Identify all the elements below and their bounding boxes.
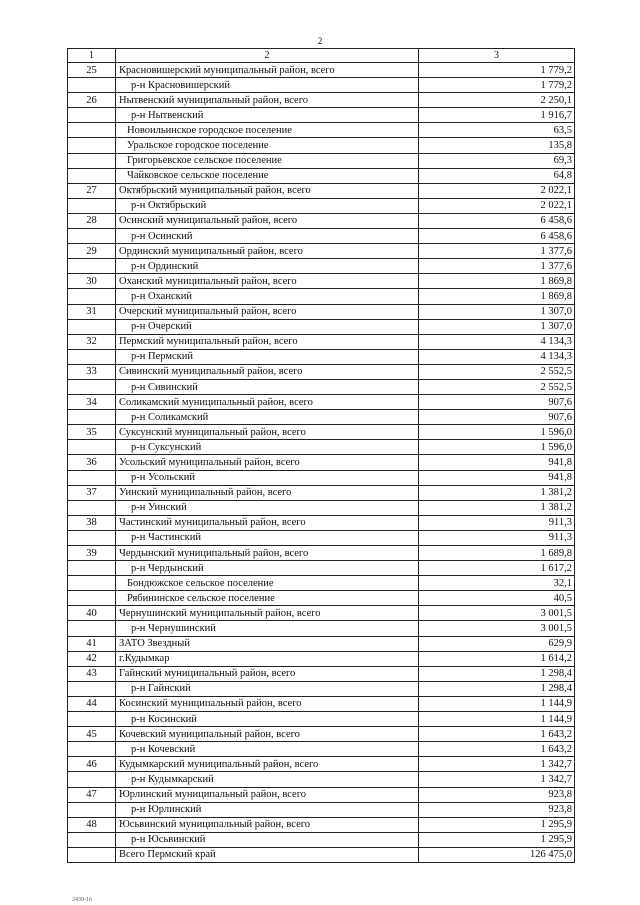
territory-name: Косинский муниципальный район, всего	[119, 698, 302, 710]
territory-name: Красновишерский муниципальный район, всего	[119, 64, 335, 76]
row-number: 25	[68, 63, 116, 78]
territory-name: Чернушинский муниципальный район, всего	[119, 607, 321, 619]
document-code: 2439-16	[72, 897, 92, 903]
amount-value: 3 001,5	[419, 606, 575, 621]
territory-name: р-н Соликамский	[131, 411, 209, 423]
territory-name-cell	[116, 651, 419, 666]
amount-value: 907,6	[419, 410, 575, 425]
amount-value: 1 916,7	[419, 108, 575, 123]
row-number	[68, 78, 116, 93]
row-number: 27	[68, 183, 116, 198]
territory-name: р-н Ординский	[131, 260, 199, 272]
amount-value: 32,1	[419, 576, 575, 591]
table-row	[68, 153, 575, 168]
amount-value: 629,9	[419, 636, 575, 651]
row-number: 30	[68, 274, 116, 289]
amount-value: 1 144,9	[419, 696, 575, 711]
table-row	[68, 546, 575, 561]
table-row	[68, 244, 575, 259]
amount-value: 1 689,8	[419, 546, 575, 561]
amount-value: 3 001,5	[419, 621, 575, 636]
territory-name-cell	[116, 742, 419, 757]
amount-value: 2 022,1	[419, 183, 575, 198]
table-row	[68, 63, 575, 78]
territory-name: Пермский муниципальный район, всего	[119, 336, 298, 348]
territory-name-cell	[116, 425, 419, 440]
table-row	[68, 425, 575, 440]
territory-name-cell	[116, 696, 419, 711]
table-row	[68, 696, 575, 711]
territory-name: р-н Гайнский	[131, 683, 191, 695]
territory-name: Чердынский муниципальный район, всего	[119, 547, 309, 559]
row-number	[68, 349, 116, 364]
amount-value: 1 869,8	[419, 289, 575, 304]
territory-name: Уральское городское поселение	[127, 140, 269, 152]
amount-value: 1 377,6	[419, 244, 575, 259]
amount-value: 1 614,2	[419, 651, 575, 666]
budget-distribution-table	[67, 48, 575, 863]
row-number	[68, 138, 116, 153]
table-row	[68, 78, 575, 93]
territory-name-cell	[116, 244, 419, 259]
territory-name-cell	[116, 757, 419, 772]
territory-name-cell	[116, 621, 419, 636]
territory-name-cell	[116, 93, 419, 108]
table-row	[68, 259, 575, 274]
territory-name-cell	[116, 515, 419, 530]
table-row	[68, 229, 575, 244]
row-number: 40	[68, 606, 116, 621]
territory-name-cell	[116, 606, 419, 621]
amount-value: 1 298,4	[419, 681, 575, 696]
table-row	[68, 636, 575, 651]
territory-name: р-н Очерский	[131, 321, 192, 333]
amount-value: 4 134,3	[419, 334, 575, 349]
column-header-value: 3	[419, 49, 575, 63]
table-row	[68, 395, 575, 410]
territory-name-cell	[116, 500, 419, 515]
amount-value: 923,8	[419, 802, 575, 817]
territory-name-cell	[116, 485, 419, 500]
row-number: 29	[68, 244, 116, 259]
amount-value: 2 552,5	[419, 379, 575, 394]
row-number	[68, 576, 116, 591]
territory-name: Усольский муниципальный район, всего	[119, 456, 300, 468]
table-header-row	[68, 49, 575, 63]
row-number: 31	[68, 304, 116, 319]
territory-name-cell	[116, 153, 419, 168]
amount-value: 1 381,2	[419, 485, 575, 500]
table-row	[68, 666, 575, 681]
territory-name-cell	[116, 561, 419, 576]
row-number	[68, 742, 116, 757]
row-number	[68, 500, 116, 515]
territory-name: Соликамский муниципальный район, всего	[119, 396, 313, 408]
row-number: 39	[68, 546, 116, 561]
territory-name: Бондюжское сельское поселение	[127, 577, 274, 589]
table-row	[68, 787, 575, 802]
territory-name-cell	[116, 213, 419, 228]
amount-value: 1 596,0	[419, 425, 575, 440]
amount-value: 1 377,6	[419, 259, 575, 274]
territory-name: Частинский муниципальный район, всего	[119, 517, 306, 529]
column-header-name: 2	[116, 49, 419, 63]
territory-name: р-н Кочевский	[131, 743, 196, 755]
table-row	[68, 183, 575, 198]
territory-name-cell	[116, 259, 419, 274]
table-row	[68, 364, 575, 379]
territory-name-cell	[116, 576, 419, 591]
amount-value: 941,8	[419, 455, 575, 470]
table-row	[68, 455, 575, 470]
amount-value: 63,5	[419, 123, 575, 138]
column-header-number: 1	[68, 49, 116, 63]
table-row	[68, 93, 575, 108]
table-row	[68, 621, 575, 636]
table-row	[68, 802, 575, 817]
row-number	[68, 847, 116, 862]
amount-value: 69,3	[419, 153, 575, 168]
table-row	[68, 289, 575, 304]
amount-value: 135,8	[419, 138, 575, 153]
amount-value: 6 458,6	[419, 229, 575, 244]
amount-value: 911,3	[419, 530, 575, 545]
row-number	[68, 470, 116, 485]
row-number	[68, 832, 116, 847]
table-row	[68, 681, 575, 696]
territory-name-cell	[116, 546, 419, 561]
amount-value: 1 596,0	[419, 440, 575, 455]
amount-value: 1 342,7	[419, 772, 575, 787]
amount-value: 911,3	[419, 515, 575, 530]
territory-name-cell	[116, 636, 419, 651]
amount-value: 1 617,2	[419, 561, 575, 576]
territory-name-cell	[116, 666, 419, 681]
territory-name-cell	[116, 108, 419, 123]
amount-value: 2 250,1	[419, 93, 575, 108]
row-number: 38	[68, 515, 116, 530]
row-number: 33	[68, 364, 116, 379]
territory-name-cell	[116, 591, 419, 606]
amount-value: 1 342,7	[419, 757, 575, 772]
territory-name: р-н Сивинский	[131, 381, 198, 393]
territory-name-cell	[116, 123, 419, 138]
table-row	[68, 274, 575, 289]
table-row	[68, 198, 575, 213]
page-number: 2	[317, 36, 323, 46]
table-row	[68, 213, 575, 228]
row-number: 46	[68, 757, 116, 772]
territory-name: Очерский муниципальный район, всего	[119, 306, 297, 318]
territory-name-cell	[116, 455, 419, 470]
amount-value: 1 779,2	[419, 63, 575, 78]
table-row	[68, 712, 575, 727]
territory-name: р-н Нытвенский	[131, 109, 204, 121]
row-number: 47	[68, 787, 116, 802]
table-row	[68, 515, 575, 530]
amount-value: 126 475,0	[419, 847, 575, 862]
table-row	[68, 742, 575, 757]
table-row	[68, 138, 575, 153]
territory-name-cell	[116, 349, 419, 364]
row-number: 45	[68, 727, 116, 742]
table-row	[68, 847, 575, 862]
amount-value: 941,8	[419, 470, 575, 485]
territory-name-cell	[116, 470, 419, 485]
row-number	[68, 198, 116, 213]
territory-name-cell	[116, 847, 419, 862]
table-row	[68, 606, 575, 621]
territory-name-cell	[116, 712, 419, 727]
territory-name-cell	[116, 727, 419, 742]
territory-name-cell	[116, 138, 419, 153]
row-number: 42	[68, 651, 116, 666]
table-row	[68, 349, 575, 364]
amount-value: 923,8	[419, 787, 575, 802]
row-number	[68, 681, 116, 696]
territory-name-cell	[116, 63, 419, 78]
row-number: 28	[68, 213, 116, 228]
territory-name: р-н Чердынский	[131, 562, 204, 574]
territory-name: Новоильинское городское поселение	[127, 124, 292, 136]
territory-name: р-н Юсьвинский	[131, 834, 206, 846]
amount-value: 1 307,0	[419, 304, 575, 319]
territory-name: Юрлинский муниципальный район, всего	[119, 789, 306, 801]
amount-value: 1 295,9	[419, 832, 575, 847]
territory-name: г.Кудымкар	[119, 653, 170, 665]
amount-value: 1 381,2	[419, 500, 575, 515]
row-number: 35	[68, 425, 116, 440]
row-number	[68, 561, 116, 576]
table-row	[68, 772, 575, 787]
amount-value: 1 643,2	[419, 727, 575, 742]
territory-name-cell	[116, 772, 419, 787]
territory-name: Чайковское сельское поселение	[127, 170, 269, 182]
territory-name-cell	[116, 304, 419, 319]
row-number	[68, 440, 116, 455]
territory-name: Кочевский муниципальный район, всего	[119, 728, 300, 740]
territory-name-cell	[116, 334, 419, 349]
amount-value: 907,6	[419, 395, 575, 410]
amount-value: 4 134,3	[419, 349, 575, 364]
territory-name: Нытвенский муниципальный район, всего	[119, 94, 309, 106]
territory-name-cell	[116, 530, 419, 545]
territory-name-cell	[116, 681, 419, 696]
amount-value: 40,5	[419, 591, 575, 606]
amount-value: 1 779,2	[419, 78, 575, 93]
row-number	[68, 379, 116, 394]
table-row	[68, 591, 575, 606]
table-row	[68, 440, 575, 455]
territory-name-cell	[116, 274, 419, 289]
row-number	[68, 591, 116, 606]
territory-name: Ординский муниципальный район, всего	[119, 245, 303, 257]
row-number: 41	[68, 636, 116, 651]
row-number	[68, 802, 116, 817]
row-number: 44	[68, 696, 116, 711]
table-row	[68, 817, 575, 832]
territory-name: р-н Усольский	[131, 472, 195, 484]
territory-name: р-н Оханский	[131, 290, 192, 302]
table-row	[68, 168, 575, 183]
territory-name: р-н Пермский	[131, 351, 193, 363]
territory-name: р-н Косинский	[131, 713, 197, 725]
territory-name: Октябрьский муниципальный район, всего	[119, 185, 311, 197]
table-row	[68, 319, 575, 334]
territory-name-cell	[116, 183, 419, 198]
row-number	[68, 621, 116, 636]
amount-value: 1 869,8	[419, 274, 575, 289]
table-row	[68, 485, 575, 500]
territory-name-cell	[116, 802, 419, 817]
row-number	[68, 319, 116, 334]
row-number: 32	[68, 334, 116, 349]
table-row	[68, 651, 575, 666]
amount-value: 1 295,9	[419, 817, 575, 832]
territory-name-cell	[116, 379, 419, 394]
row-number: 34	[68, 395, 116, 410]
row-number: 43	[68, 666, 116, 681]
row-number: 26	[68, 93, 116, 108]
territory-name: Оханский муниципальный район, всего	[119, 275, 297, 287]
row-number: 36	[68, 455, 116, 470]
amount-value: 2 022,1	[419, 198, 575, 213]
table-row	[68, 530, 575, 545]
territory-name-cell	[116, 817, 419, 832]
amount-value: 1 298,4	[419, 666, 575, 681]
territory-name-cell	[116, 78, 419, 93]
row-number	[68, 712, 116, 727]
row-number	[68, 168, 116, 183]
amount-value: 6 458,6	[419, 213, 575, 228]
table-body	[68, 63, 575, 863]
table-row	[68, 561, 575, 576]
row-number	[68, 410, 116, 425]
row-number	[68, 153, 116, 168]
territory-name-cell	[116, 198, 419, 213]
territory-name: Григорьевское сельское поселение	[127, 155, 282, 167]
territory-name: р-н Суксунский	[131, 441, 202, 453]
amount-value: 64,8	[419, 168, 575, 183]
territory-name: Рябининское сельское поселение	[127, 592, 275, 604]
territory-name-cell	[116, 229, 419, 244]
territory-name: Сивинский муниципальный район, всего	[119, 366, 303, 378]
territory-name: Суксунский муниципальный район, всего	[119, 426, 306, 438]
table-row	[68, 500, 575, 515]
territory-name: р-н Красновишерский	[131, 79, 231, 91]
table-row	[68, 108, 575, 123]
table-row	[68, 832, 575, 847]
territory-name-cell	[116, 319, 419, 334]
row-number: 37	[68, 485, 116, 500]
row-number	[68, 772, 116, 787]
territory-name-cell	[116, 168, 419, 183]
amount-value: 1 307,0	[419, 319, 575, 334]
row-number	[68, 289, 116, 304]
table-row	[68, 757, 575, 772]
row-number	[68, 108, 116, 123]
territory-name: Юсьвинский муниципальный район, всего	[119, 819, 311, 831]
row-number	[68, 530, 116, 545]
amount-value: 2 552,5	[419, 364, 575, 379]
territory-name-cell	[116, 364, 419, 379]
row-number	[68, 229, 116, 244]
row-number	[68, 259, 116, 274]
territory-name: Гайнский муниципальный район, всего	[119, 668, 296, 680]
territory-name-cell	[116, 787, 419, 802]
territory-name-cell	[116, 440, 419, 455]
table-row	[68, 123, 575, 138]
table-row	[68, 727, 575, 742]
territory-name-cell	[116, 395, 419, 410]
table-row	[68, 379, 575, 394]
territory-name: р-н Кудымкарский	[131, 773, 214, 785]
territory-name: р-н Чернушинский	[131, 623, 216, 635]
amount-value: 1 144,9	[419, 712, 575, 727]
territory-name-cell	[116, 289, 419, 304]
row-number	[68, 123, 116, 138]
table-row	[68, 410, 575, 425]
territory-name: р-н Уинский	[131, 502, 187, 514]
territory-name-cell	[116, 410, 419, 425]
row-number: 48	[68, 817, 116, 832]
territory-name: р-н Юрлинский	[131, 804, 202, 816]
territory-name: ЗАТО Звездный	[119, 638, 190, 650]
territory-name: Осинский муниципальный район, всего	[119, 215, 298, 227]
territory-name-cell	[116, 832, 419, 847]
table-row	[68, 334, 575, 349]
amount-value: 1 643,2	[419, 742, 575, 757]
territory-name: р-н Частинский	[131, 532, 201, 544]
table-row	[68, 470, 575, 485]
table-row	[68, 304, 575, 319]
territory-name: Всего Пермский край	[119, 849, 216, 861]
territory-name: Уинский муниципальный район, всего	[119, 487, 292, 499]
territory-name: Кудымкарский муниципальный район, всего	[119, 758, 319, 770]
territory-name: р-н Октябрьский	[131, 200, 207, 212]
territory-name: р-н Осинский	[131, 230, 193, 242]
table-row	[68, 576, 575, 591]
